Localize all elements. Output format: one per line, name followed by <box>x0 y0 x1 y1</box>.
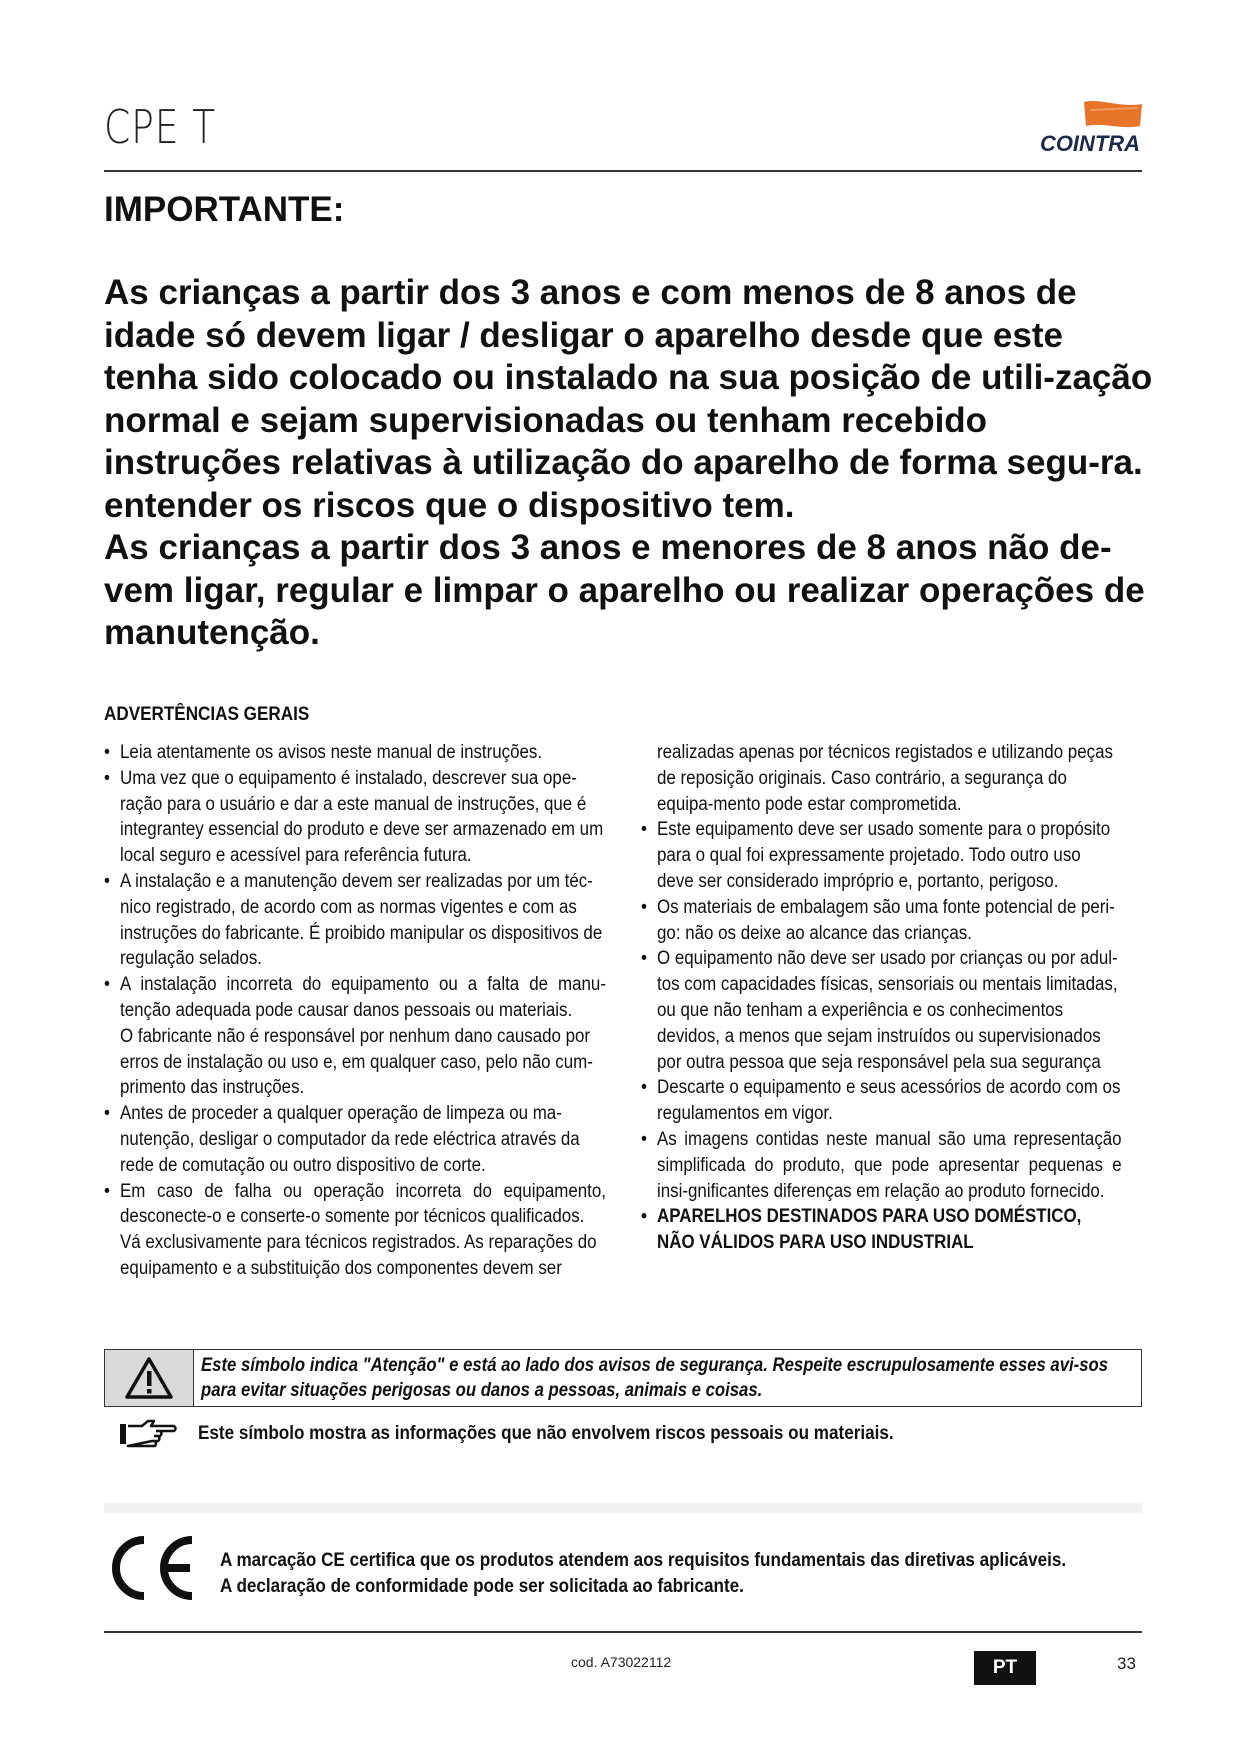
note-symbol-text: Este símbolo mostra as informações que não envolvem riscos pessoais ou materiais. <box>198 1423 894 1444</box>
cointra-logo <box>1040 96 1145 158</box>
list-item: • As imagens contidas neste manual são uma representação simplificada do produto, que pode apresentar pequenas e insi-gnificantes diferenças em relação ao produto fornecido. <box>641 1127 1122 1204</box>
list-item: • Leia atentamente os avisos neste manual de instruções. <box>104 740 606 766</box>
list-item: • Uma vez que o equipamento é instalado, descrever sua ope-ração para o usuário e dar a este manual de instruções, que é integrantey essencial do produto e deve ser armazenado em um local seguro e acessível para referência futura. <box>104 766 606 869</box>
list-item-continuation: realizadas apenas por técnicos registados e utilizando peças de reposição originais. Caso contrário, a segurança do equipa-mento pode estar comprometida. <box>657 742 1113 815</box>
warning-symbol-text: Este símbolo indica "Atenção" e está ao lado dos avisos de segurança. Respeite escrupulosamente esses avi-sos para evitar situações perigosas ou danos a pessoas, animais e coisas. <box>201 1355 1109 1401</box>
list-item: • O equipamento não deve ser usado por crianças ou por adul-tos com capacidades físicas, sensoriais ou mentais limitadas, ou que não tenham a experiência e os conhecimentos devidos, a menos que sejam instruídos ou supervisionados por outra pessoa que seja responsável pela sua segurança <box>641 946 1122 1075</box>
page-number: 33 <box>1117 1654 1136 1673</box>
list-item: • A instalação incorreta do equipamento ou a falta de manu-tenção adequada pode causar danos pessoais ou materiais. <box>104 972 606 1024</box>
list-item-continuation: Vá exclusivamente para técnicos registrados. As reparações do equipamento e a substituição dos componentes devem ser <box>120 1232 597 1279</box>
header-rule <box>104 170 1142 172</box>
ce-mark-icon <box>104 1532 200 1604</box>
list-item: • Antes de proceder a qualquer operação de limpeza ou ma-nutenção, desligar o computador da rede eléctrica através da rede de comutação ou outro dispositivo de corte. <box>104 1101 606 1178</box>
warning-icon-cell <box>105 1350 194 1406</box>
list-item: • APARELHOS DESTINADOS PARA USO DOMÉSTICO, NÃO VÁLIDOS PARA USO INDUSTRIAL <box>641 1204 1122 1256</box>
important-paragraph-1: As crianças a partir dos 3 anos e com menos de 8 anos de idade só devem ligar / desligar o aparelho desde que este tenha sido colocado ou instalado na sua posição de utili-zação normal e sejam supervisionadas ou tenham recebido instruções relativas à utilização do aparelho de forma segu-ra. entender os riscos que o dispositivo tem. <box>104 273 1153 525</box>
list-item: • Os materiais de embalagem são uma fonte potencial de peri-go: não os deixe ao alcance das crianças. <box>641 895 1122 947</box>
footer-rule <box>104 1631 1142 1633</box>
ce-line-2: A declaração de conformidade pode ser solicitada ao fabricante. <box>220 1575 744 1597</box>
warnings-column-left <box>104 740 606 1282</box>
general-warnings-heading: ADVERTÊNCIAS GERAIS <box>104 704 310 725</box>
warning-symbol-box <box>104 1349 1142 1407</box>
note-symbol-row <box>118 1418 1118 1452</box>
language-badge: PT <box>974 1651 1036 1685</box>
list-item-continuation: O fabricante não é responsável por nenhum dano causado por erros de instalação ou uso e, em qualquer caso, pelo não cum-primento das instruções. <box>120 1025 593 1099</box>
list-item: • Em caso de falha ou operação incorreta do equipamento, desconecte-o e conserte-o somente por técnicos qualificados. <box>104 1179 606 1231</box>
section-divider <box>104 1503 1142 1513</box>
ce-statement <box>220 1548 1066 1599</box>
list-item: • Este equipamento deve ser usado somente para o propósito para o qual foi expressamente projetado. Todo outro uso deve ser considerado impróprio e, portanto, perigoso. <box>641 817 1122 894</box>
logo-flag <box>1084 101 1142 127</box>
important-heading: IMPORTANTE: <box>104 190 345 229</box>
logo-wordmark: COINTRA <box>1040 131 1140 156</box>
warning-triangle-icon <box>124 1356 174 1400</box>
important-paragraph-2: As crianças a partir dos 3 anos e menores de 8 anos não de-vem ligar, regular e limpar o aparelho ou realizar operações de manutenção. <box>104 528 1145 652</box>
list-item: • A instalação e a manutenção devem ser realizadas por um téc-nico registrado, de acordo com as normas vigentes e com as instruções do fabricante. É proibido manipular os dispositivos de regulação selados. <box>104 869 606 972</box>
list-item: • Descarte o equipamento e seus acessórios de acordo com os regulamentos em vigor. <box>641 1075 1122 1127</box>
important-body <box>104 272 1154 655</box>
model-title: CPE T <box>104 100 217 154</box>
document-code: cod. A73022112 <box>571 1654 672 1670</box>
pointing-hand-icon <box>118 1418 178 1450</box>
ce-line-1: A marcação CE certifica que os produtos atendem aos requisitos fundamentais das diretivas aplicáveis. <box>220 1550 1067 1571</box>
warnings-column-right <box>641 740 1122 1256</box>
